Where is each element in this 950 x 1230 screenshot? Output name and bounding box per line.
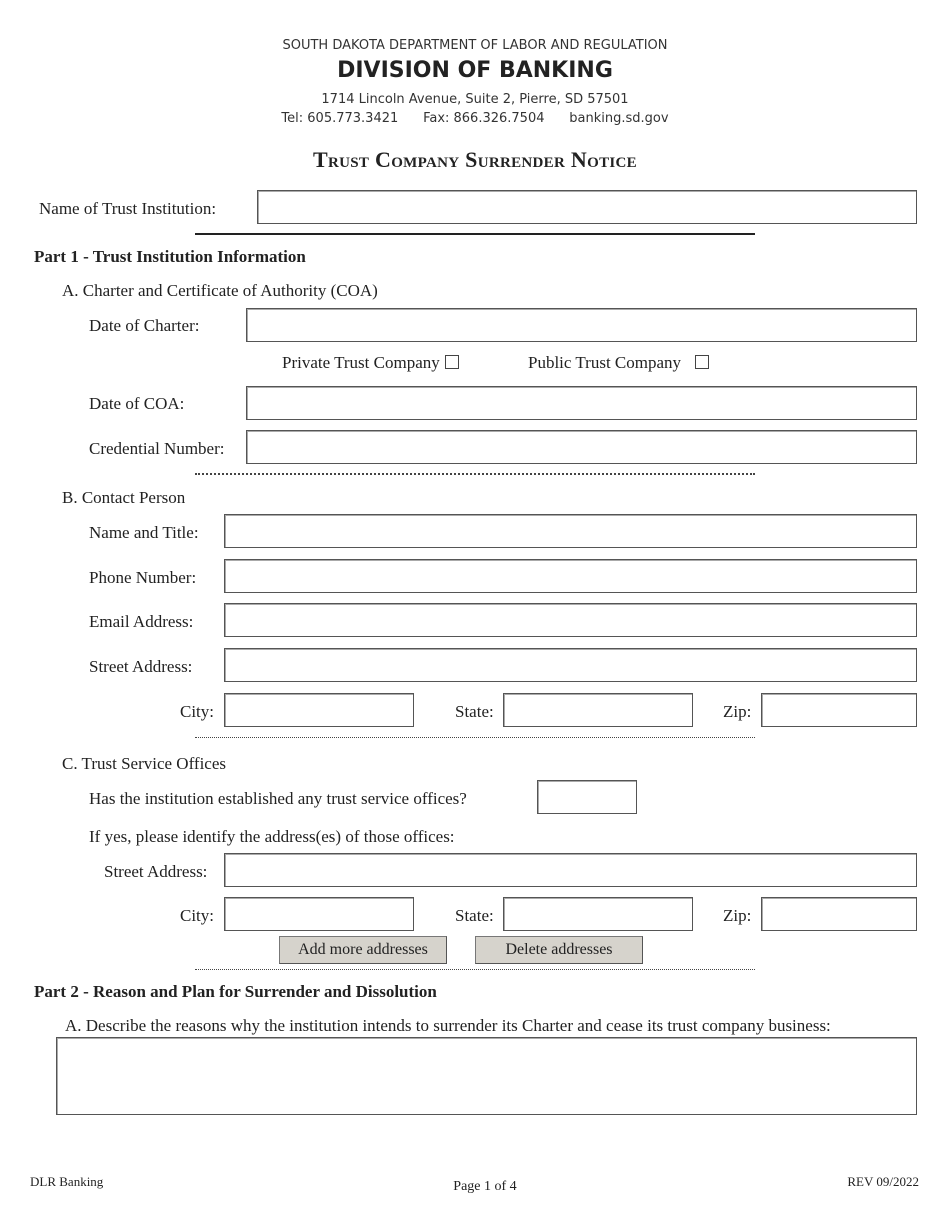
page-title: Trust Company Surrender Notice <box>313 147 637 172</box>
fax-text: Fax: 866.326.7504 <box>423 111 545 126</box>
tel-text: Tel: 605.773.3421 <box>281 111 399 126</box>
agency-address: 1714 Lincoln Avenue, Suite 2, Pierre, SD 57501 <box>321 92 629 107</box>
add-addresses-button[interactable]: Add more addresses <box>279 936 447 964</box>
division-name: DIVISION OF BANKING <box>337 58 613 83</box>
contact-city-label: City: <box>180 702 215 721</box>
date-of-charter-field[interactable] <box>246 308 917 342</box>
offices-question: Has the institution established any trust service offices? <box>89 789 467 808</box>
office-state-label: State: <box>455 906 494 925</box>
contact-street-label: Street Address: <box>89 657 193 676</box>
office-street-field[interactable] <box>224 853 917 887</box>
private-trust-checkbox[interactable] <box>445 355 459 369</box>
revision-date: REV 09/2022 <box>847 1174 919 1189</box>
contact-phone-field[interactable] <box>224 559 917 593</box>
contact-name-title-label: Name and Title: <box>89 523 199 542</box>
institution-name-field[interactable] <box>257 190 917 224</box>
section-a-heading: A. Charter and Certificate of Authority (COA) <box>62 281 378 300</box>
dotted-divider <box>195 737 755 738</box>
office-street-label: Street Address: <box>104 862 208 881</box>
credential-number-field[interactable] <box>246 430 917 464</box>
dotted-divider <box>195 473 755 475</box>
contact-state-label: State: <box>455 702 494 721</box>
contact-email-field[interactable] <box>224 603 917 637</box>
date-of-coa-label: Date of COA: <box>89 394 185 413</box>
dotted-divider <box>195 969 755 970</box>
department-name: SOUTH DAKOTA DEPARTMENT OF LABOR AND REGULATION <box>282 38 668 53</box>
office-zip-label: Zip: <box>723 906 752 925</box>
private-trust-label: Private Trust Company <box>282 353 440 372</box>
contact-zip-label: Zip: <box>723 702 752 721</box>
part2-heading: Part 2 - Reason and Plan for Surrender and Dissolution <box>34 982 437 1001</box>
credential-number-label: Credential Number: <box>89 439 225 458</box>
contact-email-label: Email Address: <box>89 612 194 631</box>
offices-answer-field[interactable] <box>537 780 637 814</box>
date-of-charter-label: Date of Charter: <box>89 316 200 335</box>
private-trust-option[interactable] <box>282 353 459 373</box>
divider <box>195 233 755 235</box>
delete-addresses-button[interactable]: Delete addresses <box>475 936 643 964</box>
public-trust-checkbox[interactable] <box>695 355 709 369</box>
office-city-label: City: <box>180 906 215 925</box>
section-b-heading: B. Contact Person <box>62 488 186 507</box>
office-state-field[interactable] <box>503 897 693 931</box>
contact-street-field[interactable] <box>224 648 917 682</box>
section-c-heading: C. Trust Service Offices <box>62 754 227 773</box>
footer-left: DLR Banking <box>30 1174 104 1189</box>
part2-section-a-text: A. Describe the reasons why the institution intends to surrender its Charter and cease its trust company business: <box>65 1016 831 1035</box>
contact-phone-label: Phone Number: <box>89 568 197 587</box>
contact-city-field[interactable] <box>224 693 414 727</box>
public-trust-label: Public Trust Company <box>528 353 682 372</box>
website-text: banking.sd.gov <box>569 111 669 126</box>
office-zip-field[interactable] <box>761 897 917 931</box>
page-number: Page 1 of 4 <box>453 1179 517 1194</box>
contact-state-field[interactable] <box>503 693 693 727</box>
office-city-field[interactable] <box>224 897 414 931</box>
contact-zip-field[interactable] <box>761 693 917 727</box>
contact-line <box>0 111 950 126</box>
surrender-reasons-textarea[interactable] <box>56 1037 917 1115</box>
part1-heading: Part 1 - Trust Institution Information <box>34 247 306 266</box>
public-trust-option[interactable] <box>528 353 709 373</box>
institution-name-label: Name of Trust Institution: <box>39 199 217 218</box>
date-of-coa-field[interactable] <box>246 386 917 420</box>
contact-name-title-field[interactable] <box>224 514 917 548</box>
offices-identify-text: If yes, please identify the address(es) of those offices: <box>89 827 455 846</box>
